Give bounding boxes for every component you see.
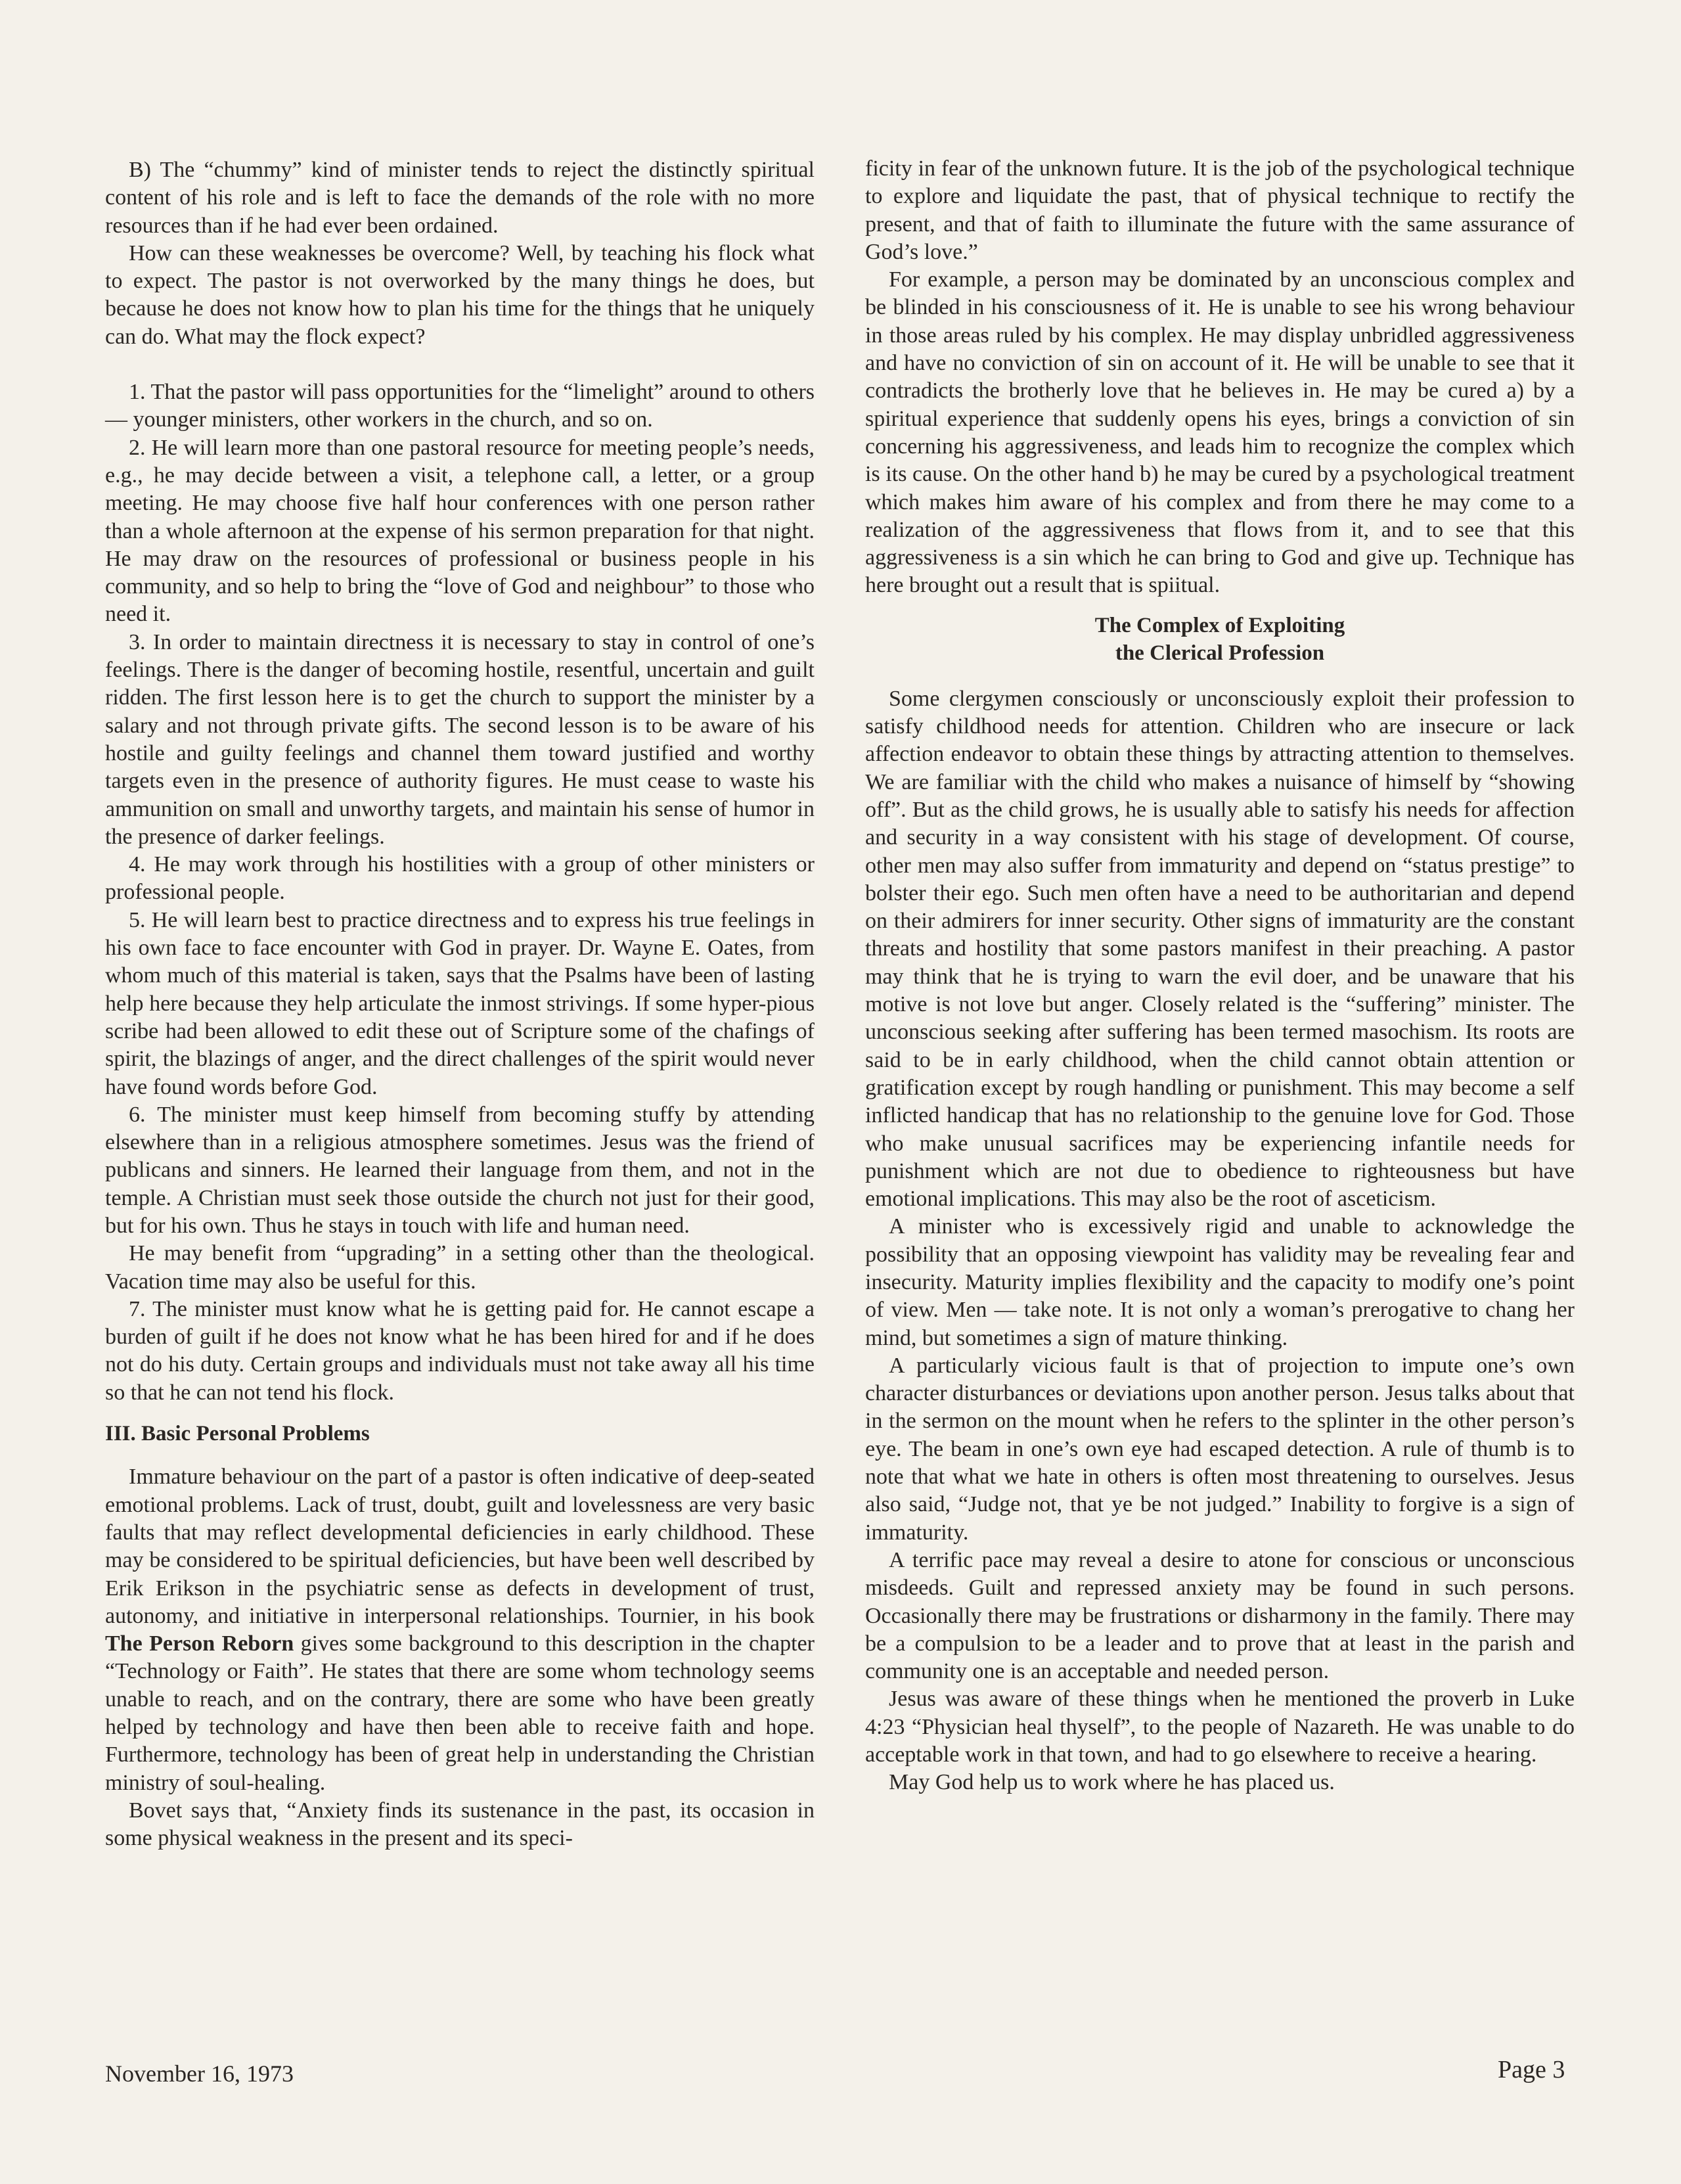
intro-paragraph: B) The “chummy” kind of minister tends to reject the distinctly spiritual content of his role and is left to face the demands of the role with no more resources than if he had ever been ordained.	[105, 158, 815, 238]
body-paragraph: For example, a person may be dominated by an unconscious complex and be blinded in his consciousness of it. He is unable to see his wrong behaviour in those areas ruled by his complex. He may display unbridled aggressiveness and have no conviction of sin on account of it. He will be unable to see that it contradicts the brotherly love that he believes in. He may be cured a) by a spiritual experience that suddenly opens his eyes, brings a conviction of sin concerning his aggressiveness, and leads him to recognize the complex which is its cause. On the other hand b) he may be cured by a psychological treatment which makes him aware of his complex and from there he may come to a realization of the aggressiveness that flows from it, and to see that this aggressiveness is a sin which he can bring to God and give up. Technique has here brought out a result that is spiitual.	[865, 267, 1575, 598]
section-text-after: gives some background to this description in the chapter “Technology or Faith”. He states that there are some whom technology seems unable to reach, and on the contrary, there are some who have been greatly helped by technology and have then been able to receive faith and hope. Furthermore, technology has been of great help in understanding the Christian ministry of soul-healing.	[105, 1631, 815, 1795]
list-item: He may benefit from “upgrading” in a setting other than the theological. Vacation time may also be useful for this.	[105, 1241, 815, 1294]
body-paragraph: Jesus was aware of these things when he mentioned the proverb in Luke 4:23 “Physician heal thyself”, to the people of Nazareth. He was unable to do acceptable work in that town, and had to go elsewhere to receive a hearing.	[865, 1687, 1575, 1767]
page-number: Page 3	[1498, 2056, 1565, 2083]
body-paragraph: A terrific pace may reveal a desire to atone for conscious or unconscious misdeeds. Guilt and repressed anxiety may be found in such persons. Occasionally there may be frustrations or disharmony in the family. There may be a compulsion to be a leader and to prove that at least in the parish and community one is an acceptable and needed person.	[865, 1547, 1575, 1684]
body-paragraph: May God help us to work where he has placed us.	[889, 1770, 1335, 1795]
continuation-paragraph: ficity in fear of the unknown future. It is the job of the psychological technique to explore and liquidate the past, that of physical technique to rectify the present, and that of faith to illuminate the future with the same assurance of God’s love.”	[865, 156, 1575, 264]
body-paragraph: Some clergymen consciously or unconsciously exploit their profession to satisfy childhood needs for attention. Children who are insecure or lack affection endeavor to obtain these things by attracting attention to themselves. We are familiar with the child who makes a nuisance of himself by “showing off”. But as the child grows, he is usually able to satisfy his needs for affection and security in a way consistent with his stage of development. Of course, other men may also suffer from immaturity and depend on “status prestige” to bolster their ego. Such men often have a need to be authoritarian and depend on their admirers for inner security. Other signs of immaturity are the constant threats and hostility that some pastors manifest in their preaching. A pastor may think that he is trying to warn the evil doer, and be unaware that his motive is not love but anger. Closely related is the “suffering” minister. The unconscious seeking after suffering has been termed masochism. Its roots are said to be in early childhood, when the child cannot obtain attention or gratification except by rough handling or punishment. This may become a self inflicted handicap that has no relationship to the genuine love for God. Those who make unusual sacrifices may be experiencing infantile needs for punishment which are not due to obedience to righteousness but have emotional implications. This may also be the root of asceticism.	[865, 686, 1575, 1212]
list-item: 6. The minister must keep himself from becoming stuffy by attending elsewhere than in a religious atmosphere sometimes. Jesus was the friend of publicans and sinners. He learned their language from them, and not in the temple. A Christian must seek those outside the church not just for their good, but for his own. Thus he stays in touch with life and human need.	[105, 1102, 815, 1238]
body-paragraph: A minister who is excessively rigid and unable to acknowledge the possibility that an opposing viewpoint has validity may be revealing fear and insecurity. Maturity implies flexibility and the capacity to modify one’s point of view. Men — take note. It is not only a woman’s prerogative to chang her mind, but sometimes a sign of mature thinking.	[865, 1214, 1575, 1350]
list-item: 3. In order to maintain directness it is necessary to stay in control of one’s feelings. There is the danger of becoming hostile, resentful, uncertain and guilt ridden. The first lesson here is to get the church to support the minister by a salary and not through private gifts. The second lesson is to be aware of his hostile and guilty feelings and channel them toward justified and worthy targets even in the presence of authority figures. He must cease to waste his ammunition on small and unworthy targets, and maintain his sense of humor in the presence of darker feelings.	[105, 629, 815, 849]
heading-line: The Complex of Exploiting	[1094, 613, 1345, 637]
section-heading	[865, 612, 1575, 667]
footer-date: November 16, 1973	[105, 2060, 294, 2087]
left-column	[105, 156, 815, 1853]
section-heading: III. Basic Personal Problems	[105, 1422, 370, 1446]
list-item: 5. He will learn best to practice directness and to express his true feelings in his own face to face encounter with God in prayer. Dr. Wayne E. Oates, from whom much of this material is taken, says that the Psalms have been of lasting help here because they help articulate the inmost strivings. If some hyper-pious scribe had been allowed to edit these out of Scripture some of the chafings of spirit, the blazings of anger, and the direct challenges of the spirit would never have found words before God.	[105, 907, 815, 1099]
intro-paragraph: How can these weaknesses be overcome? Well, by teaching his flock what to expect. The pastor is not overworked by the many things he does, but because he does not know how to plan his time for the things that he uniquely can do. What may the flock expect?	[105, 240, 815, 349]
section-paragraph: Bovet says that, “Anxiety finds its sustenance in the past, its occasion in some physical weakness in the present and its speci-	[105, 1798, 815, 1851]
list-item: 7. The minister must know what he is getting paid for. He cannot escape a burden of guilt if he does not know what he has been hired for and if he does not do his duty. Certain groups and individuals must not take away all his time so that he can not tend his flock.	[105, 1296, 815, 1405]
list-item: 1. That the pastor will pass opportunities for the “limelight” around to others — younger ministers, other workers in the church, and so on.	[105, 380, 815, 432]
heading-line: the Clerical Profession	[1115, 641, 1325, 665]
section-paragraph	[105, 1463, 815, 1797]
body-paragraph: A particularly vicious fault is that of projection to impute one’s own character disturbances or deviations upon another person. Jesus talks about that in the sermon on the mount when he refers to the splinter in the other person’s eye. The beam in one’s own eye had escaped detection. A rule of thumb is to note that what we hate in others is often most threatening to ourselves. Jesus also said, “Judge not, that ye be not judged.” Inability to forgive is a sign of immaturity.	[865, 1353, 1575, 1545]
book-title: The Person Reborn	[105, 1631, 294, 1656]
list-item: 2. He will learn more than one pastoral resource for meeting people’s needs, e.g., he may decide between a visit, a telephone call, a letter, or a group meeting. He may choose five half hour conferences with one person rather than a whole afternoon at the expense of his sermon preparation for that night. He may draw on the resources of professional or business people in his community, and so help to bring the “love of God and neighbour” to those who need it.	[105, 435, 815, 627]
section-text-before: Immature behaviour on the part of a pastor is often indicative of deep-seated emotional problems. Lack of trust, doubt, guilt and lovelessness are very basic faults that may reflect developmental deficiencies in early childhood. These may be considered to be spiritual deficiencies, but have been well described by Erik Erikson in the psychiatric sense as defects in development of trust, autonomy, and initiative in interpersonal relationships. Tournier, in his book	[105, 1465, 815, 1628]
list-item: 4. He may work through his hostilities with a group of other ministers or professional people.	[105, 852, 815, 905]
right-column	[865, 155, 1575, 1797]
